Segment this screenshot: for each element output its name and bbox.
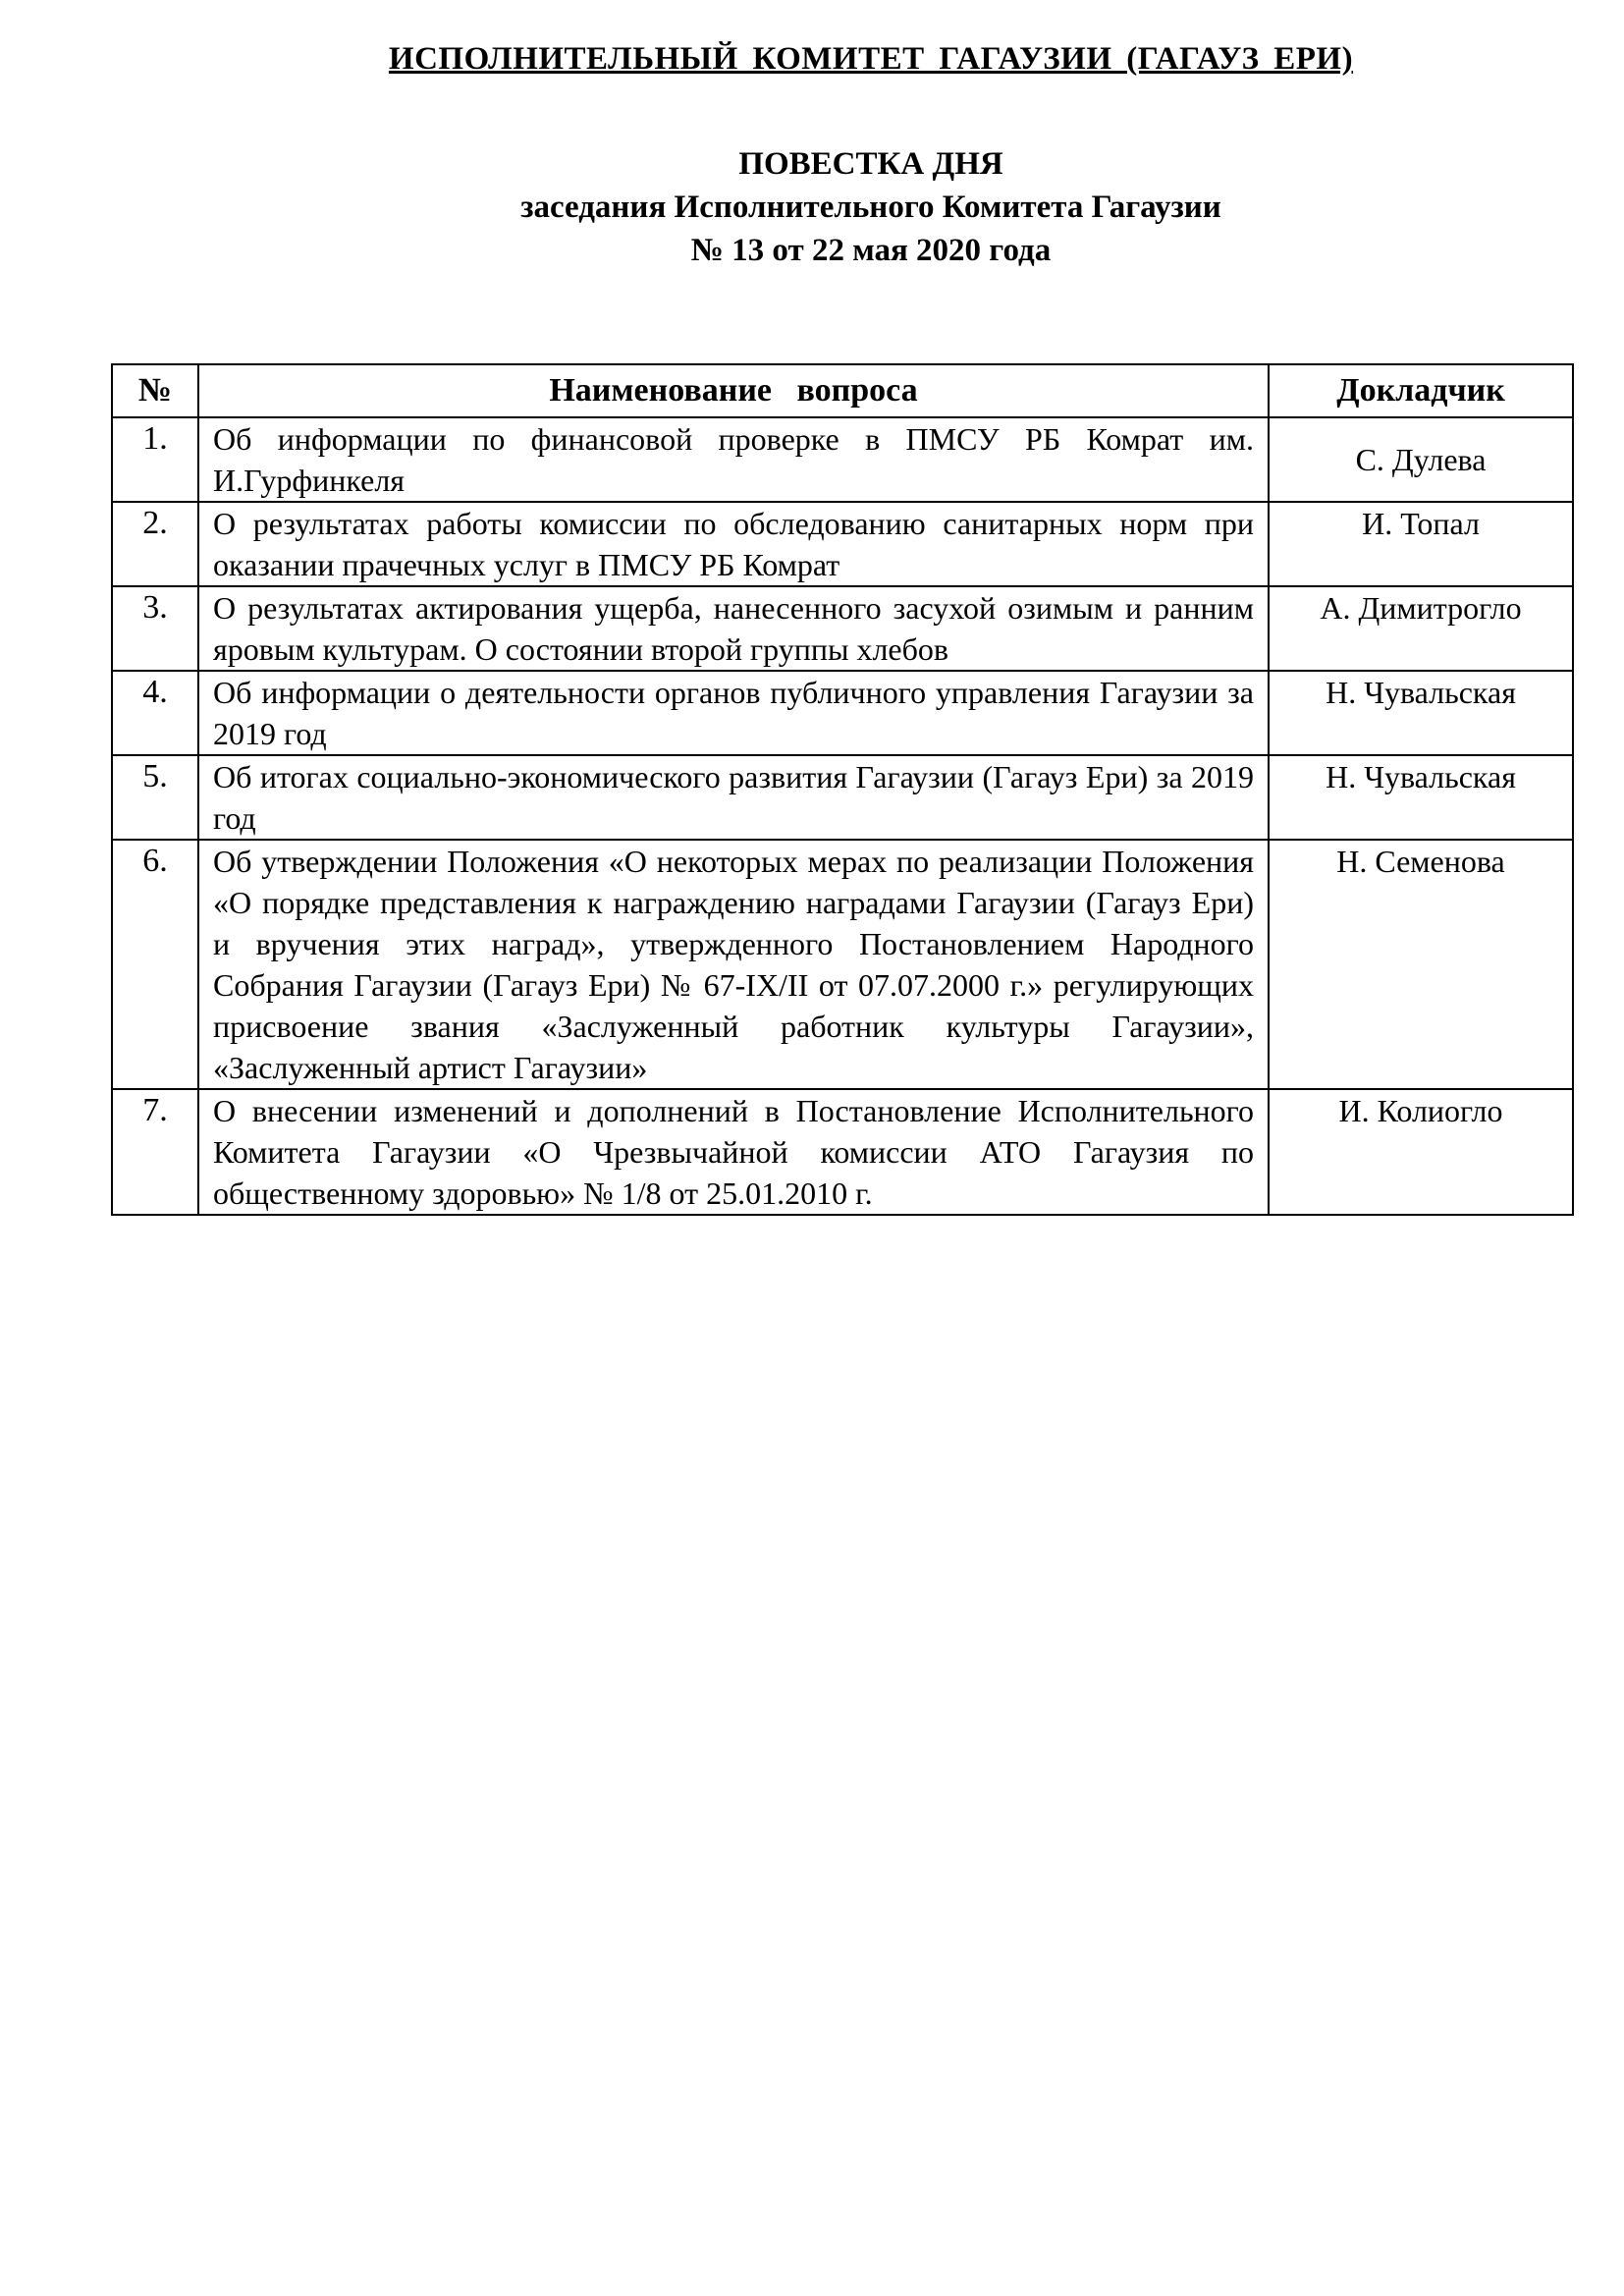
header-question: Наименование вопроса [198,364,1269,417]
row-question: Об утверждении Положения «О некоторых мерах по реализации Положения «О порядке представления к награждению наградами Гагаузии (Гагауз Ери) и вручения этих наград», утвержденного Постановлением Народного Собрания Гагаузии (Гагауз Ери) № 67-IX/II от 07.07.2000 г.» регулирующих присвоение звания «Заслуженный работник культуры Гагаузии», «Заслуженный артист Гагаузии» [198,840,1269,1089]
row-question: Об информации по финансовой проверке в ПМСУ РБ Комрат им. И.Гурфинкеля [198,417,1269,502]
agenda-table [111,363,1574,1216]
row-number: 3. [112,586,198,671]
row-number: 7. [112,1089,198,1215]
row-number: 5. [112,755,198,840]
table-row [112,586,1573,671]
row-reporter: И. Топал [1269,502,1573,586]
row-reporter: Н. Чувальская [1269,755,1573,840]
table-row [112,1089,1573,1215]
table-row [112,840,1573,1089]
table-row [112,671,1573,755]
table-row [112,417,1573,502]
agenda-title: ПОВЕСТКА ДНЯ [738,146,1003,182]
meeting-number-date: № 13 от 22 мая 2020 года [690,233,1052,268]
row-reporter: И. Колиогло [1269,1089,1573,1215]
table-row [112,502,1573,586]
row-question: О результатах актирования ущерба, нанесенного засухой озимым и ранним яровым культурам. О состоянии второй группы хлебов [198,586,1269,671]
row-question: О внесении изменений и дополнений в Постановление Исполнительного Комитета Гагаузии «О Чрезвычайной комиссии АТО Гагаузия по общественному здоровью» № 1/8 от 25.01.2010 г. [198,1089,1269,1215]
row-number: 1. [112,417,198,502]
row-question: Об итогах социально-экономического развития Гагаузии (Гагауз Ери) за 2019 год [198,755,1269,840]
table-row [112,755,1573,840]
header-reporter: Докладчик [1269,364,1573,417]
organization-title: ИСПОЛНИТЕЛЬНЫЙ КОМИТЕТ ГАГАУЗИИ (ГАГАУЗ ЕРИ) [388,41,1354,77]
row-number: 6. [112,840,198,1089]
header-number: № [112,364,198,417]
row-question: О результатах работы комиссии по обследованию санитарных норм при оказании прачечных услуг в ПМСУ РБ Комрат [198,502,1269,586]
row-number: 4. [112,671,198,755]
meeting-subtitle: заседания Исполнительного Комитета Гагаузии [520,190,1221,225]
table-header-row [112,364,1573,417]
row-question: Об информации о деятельности органов публичного управления Гагаузии за 2019 год [198,671,1269,755]
row-reporter: С. Дулева [1269,417,1573,502]
row-reporter: Н. Чувальская [1269,671,1573,755]
row-number: 2. [112,502,198,586]
row-reporter: Н. Семенова [1269,840,1573,1089]
agenda-heading [0,142,1624,272]
row-reporter: А. Димитрогло [1269,586,1573,671]
